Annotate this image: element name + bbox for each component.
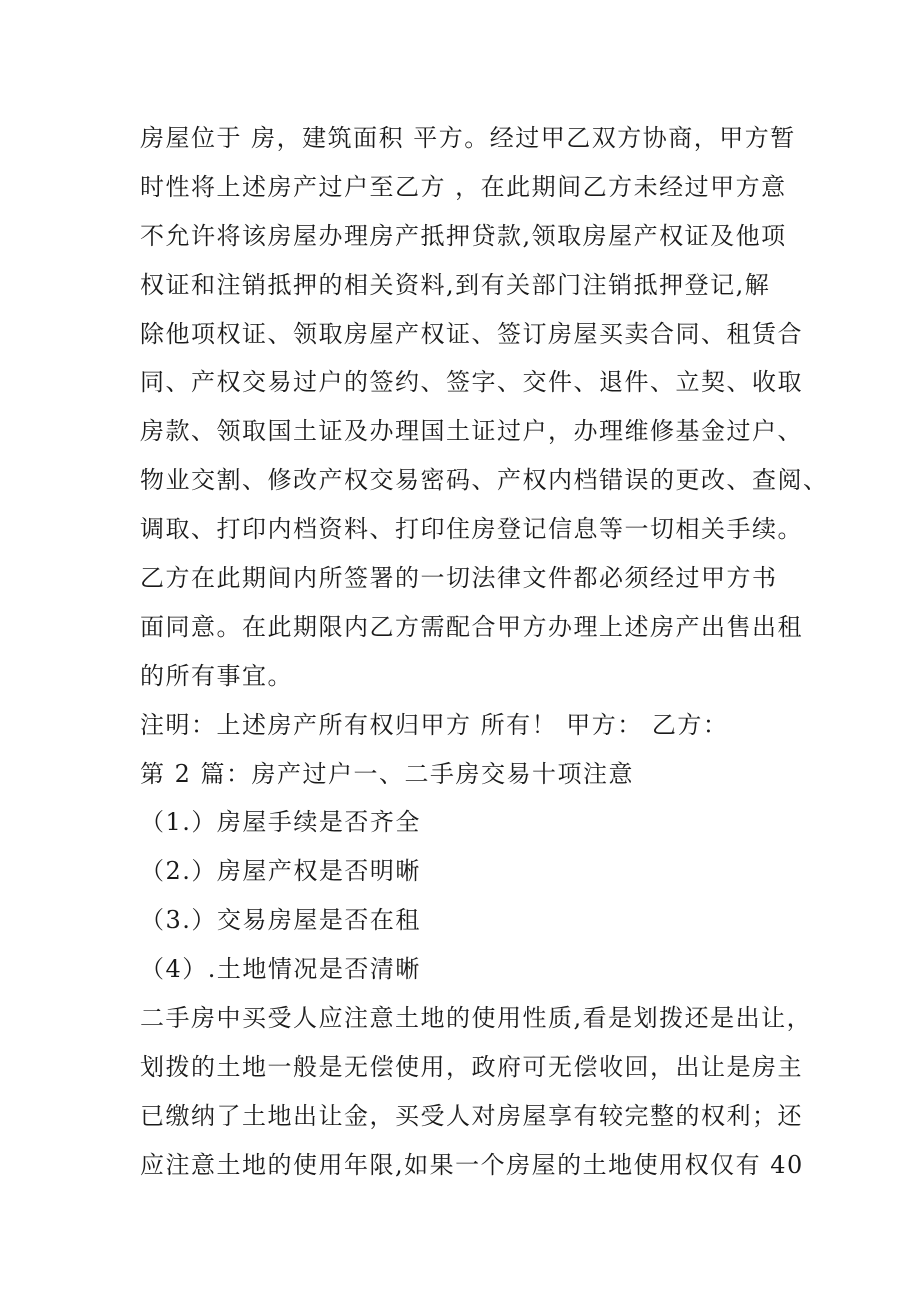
text-line: 房款、领取国土证及办理国土证过户，办理维修基金过户、: [140, 417, 803, 446]
text-line: 已缴纳了土地出让金，买受人对房屋享有较完整的权利；还: [140, 1101, 803, 1130]
text-line: 时性将上述房产过户至乙方 ，在此期间乙方未经过甲方意: [140, 172, 787, 201]
text-line: 面同意。在此期限内乙方需配合甲方办理上述房产出售出租: [140, 612, 803, 641]
list-item: （4）.土地情况是否清晰: [140, 955, 421, 984]
list-item: （2.）房屋产权是否明晰: [140, 857, 421, 886]
text-line: 权证和注销抵押的相关资料,到有关部门注销抵押登记,解: [140, 270, 771, 299]
text-line: 二手房中买受人应注意土地的使用性质,看是划拨还是出让，: [140, 1004, 813, 1033]
text-line: 同、产权交易过户的签约、签字、交件、退件、立契、收取: [140, 368, 803, 397]
text-line: 的所有事宜。: [140, 661, 293, 690]
document-body: [140, 114, 829, 1190]
text-line: 房屋位于 房，建筑面积 平方。经过甲乙双方协商，甲方暂: [140, 124, 796, 152]
text-line: 乙方在此期间内所签署的一切法律文件都必须经过甲方书: [140, 564, 778, 593]
text-line: 划拨的土地一般是无偿使用，政府可无偿收回，出让是房主: [140, 1052, 803, 1081]
text-line: 物业交割、修改产权交易密码、产权内档错误的更改、查阅、: [140, 466, 829, 495]
note-line: 注明：上述房产所有权归甲方 所有！ 甲方： 乙方：: [140, 710, 729, 739]
list-item: （3.）交易房屋是否在租: [140, 906, 421, 935]
text-line: 应注意土地的使用年限,如果一个房屋的土地使用权仅有 40: [140, 1150, 804, 1179]
section-heading: 第 2 篇：房产过户一、二手房交易十项注意: [140, 759, 635, 788]
text-line: 除他项权证、领取房屋产权证、签订房屋买卖合同、租赁合: [140, 319, 803, 348]
list-item: （1.）房屋手续是否齐全: [140, 808, 421, 837]
text-line: 不允许将该房屋办理房产抵押贷款,领取房屋产权证及他项: [140, 221, 787, 250]
text-line: 调取、打印内档资料、打印住房登记信息等一切相关手续。: [140, 515, 803, 544]
